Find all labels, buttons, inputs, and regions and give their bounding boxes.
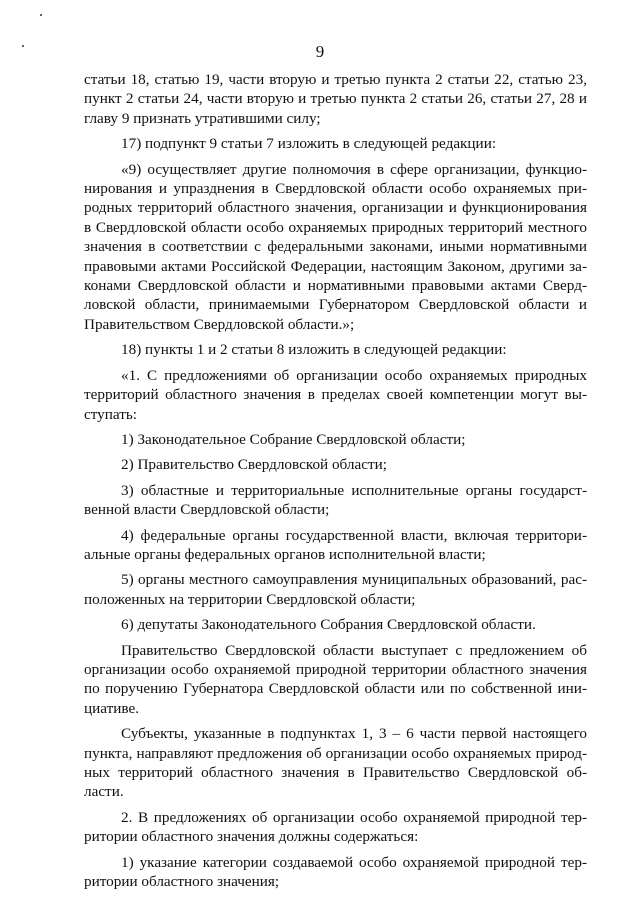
page-number: 9: [315, 42, 325, 61]
list-item-4: 4) федеральные органы государственной власти, включая территориальные органы федеральных органов исполнительной власти;: [84, 526, 587, 563]
list-item-2: 2) Правительство Свердловской области;: [121, 456, 387, 474]
list-item-3: 3) областные и территориальные исполнительные органы государственной власти Свердловской области;: [84, 481, 587, 519]
list-item-1: 1) Законодательное Собрание Свердловской области;: [121, 430, 466, 448]
paragraph-quoted-point-1: «1. С предложениями об организации особо охраняемых природных территорий областного значения в пределах своей компетенции могут выступать:: [84, 366, 587, 423]
list-item-2-1: 1) указание категории создаваемой особо охраняемой природной территории областного значения;: [84, 853, 587, 891]
paragraph-subjects: Субъекты, указанные в подпунктах 1, 3 – 6 части первой настоящего пункта, направляют предложения об организации особо охраняемых природных территорий областного значения в Правительство Свердловской области.: [84, 725, 587, 801]
document-body: [84, 70, 587, 897]
paragraph-item-18: 18) пункты 1 и 2 статьи 8 изложить в следующей редакции:: [121, 341, 507, 359]
paragraph-quoted-subitem-9: «9) осуществляет другие полномочия в сфере организации, функционирования и упразднения в Свердловской области особо охраняемых природных территорий областного значения, организации и функционирования в Свердловской области особо охраняемых природных территорий местного значения в соответствии с федеральными законами, иными нормативными правовыми актами Российской Федерации, настоящим Законом, другими законами Свердловской области и нормативными правовыми актами Свердловской области, принимаемыми Губернатором Свердловской области и Правительством Свердловской области.»;: [84, 160, 587, 333]
scan-speck: [40, 14, 42, 16]
paragraph-item-17: 17) подпункт 9 статьи 7 изложить в следующей редакции:: [121, 135, 497, 153]
paragraph-government-initiative: Правительство Свердловской области выступает с предложением об организации особо охраняемой природной территории областного значения по поручению Губернатора Свердловской области или по собственной инициативе.: [84, 641, 587, 717]
list-item-6: 6) депутаты Законодательного Собрания Свердловской области.: [121, 616, 536, 634]
paragraph-continuation: статьи 18, статью 19, части вторую и третью пункта 2 статьи 22, статью 23, пункт 2 статьи 24, части вторую и третью пункта 2 статьи 26, статьи 27, 28 и главу 9 признать утратившими силу;: [84, 71, 587, 127]
list-item-5: 5) органы местного самоуправления муниципальных образований, расположенных на территории Свердловской области;: [84, 571, 587, 608]
paragraph-point-2: 2. В предложениях об организации особо охраняемой природной территории областного значения должны содержаться:: [84, 808, 587, 846]
